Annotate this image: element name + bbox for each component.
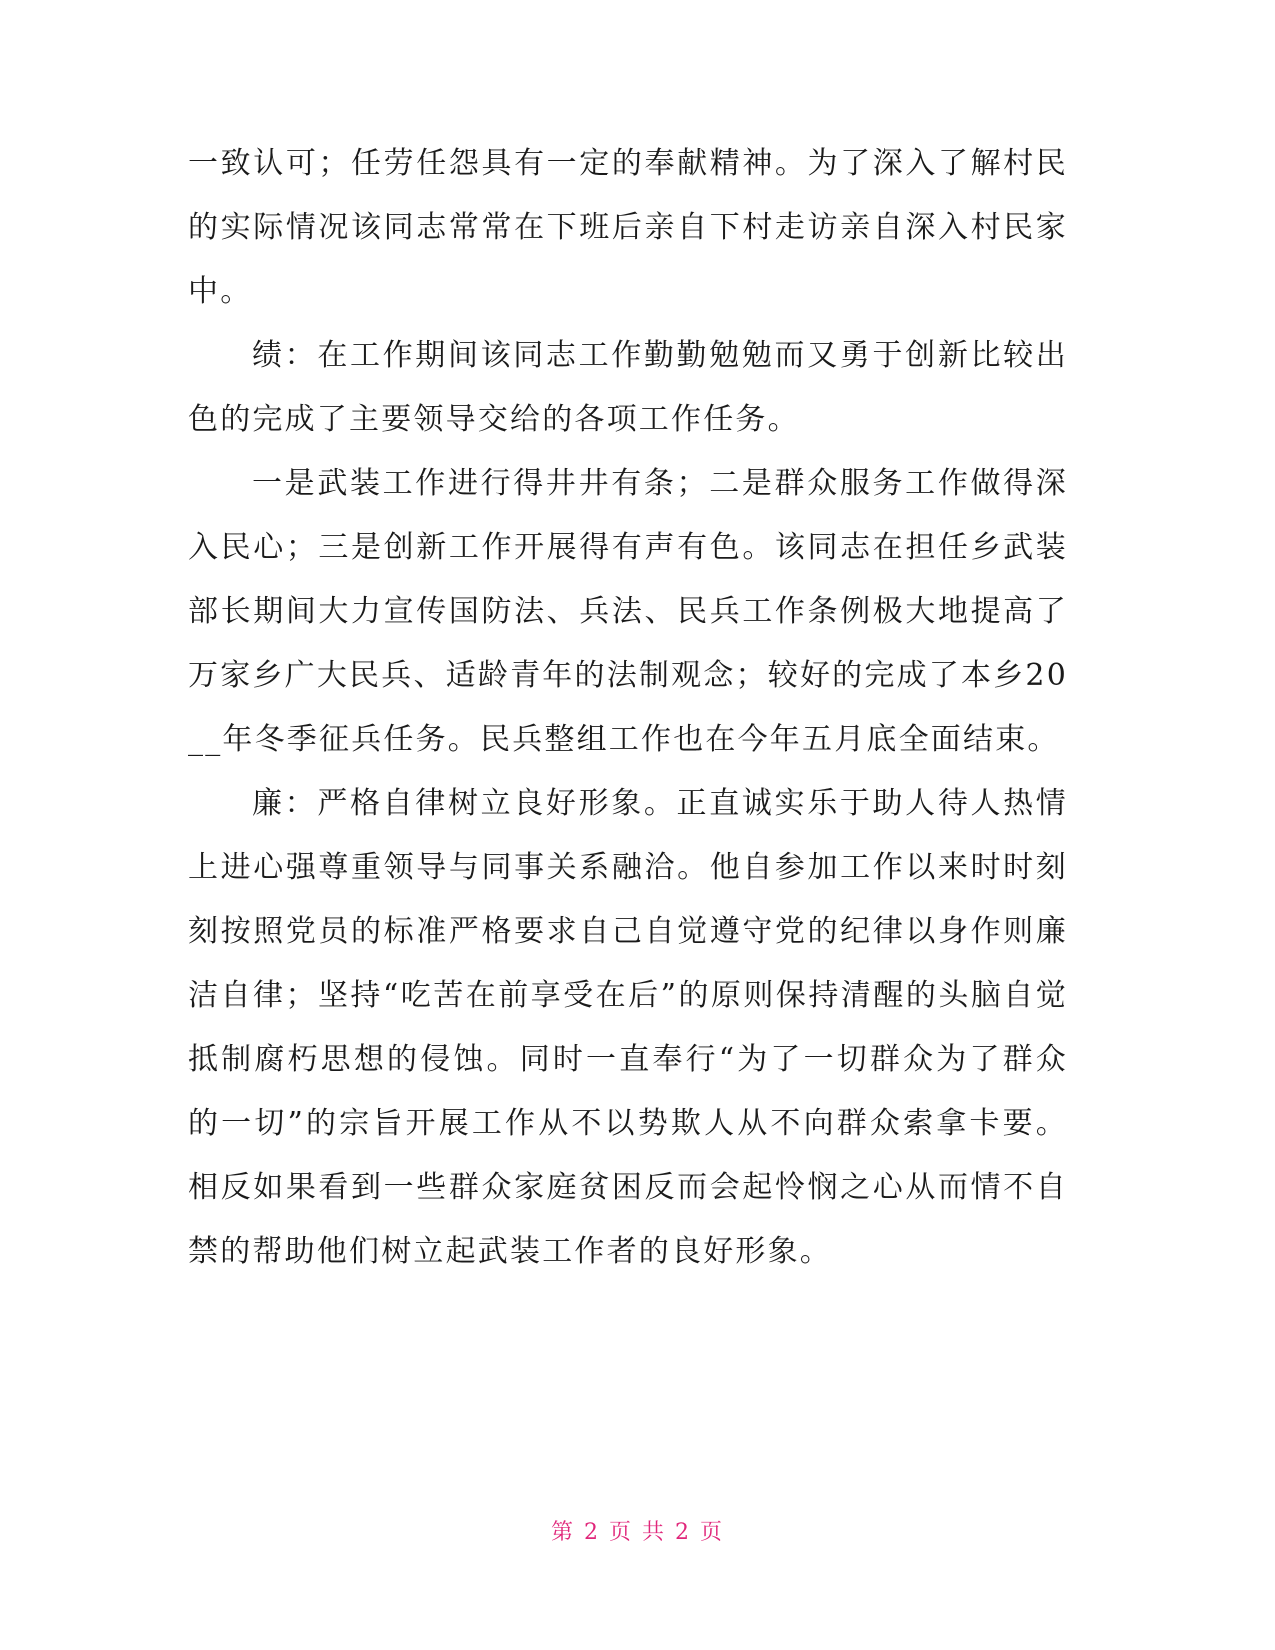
page-number-label: 第 2 页 共 2 页 [551,1520,724,1545]
paragraph-integrity: 廉：严格自律树立良好形象。正直诚实乐于助人待人热情上进心强尊重领导与同事关系融洽。他自参加工作以来时时刻刻按照党员的标准严格要求自己自觉遵守党的纪律以身作则廉洁自律；坚持“吃苦在前享受在后”的原则保持清醒的头脑自觉抵制腐朽思想的侵蚀。同时一直奉行“为了一切群众为了群众的一切”的宗旨开展工作从不以势欺人从不向群众索拿卡要。相反如果看到一些群众家庭贫困反而会起怜悯之心从而情不自禁的帮助他们树立起武装工作者的良好形象。 [188,786,1068,1269]
document-body [188,132,1068,1284]
paragraph-achievements: 绩：在工作期间该同志工作勤勤勉勉而又勇于创新比较出色的完成了主要领导交给的各项工作任务。 [188,338,1068,437]
paragraph-work-items: 一是武装工作进行得井井有条；二是群众服务工作做得深入民心；三是创新工作开展得有声有色。该同志在担任乡武装部长期间大力宣传国防法、兵法、民兵工作条例极大地提高了万家乡广大民兵、适龄青年的法制观念；较好的完成了本乡20__年冬季征兵任务。民兵整组工作也在今年五月底全面结束。 [188,466,1068,757]
paragraph-intro-continuation: 一致认可；任劳任怨具有一定的奉献精神。为了深入了解村民的实际情况该同志常常在下班后亲自下村走访亲自深入村民家中。 [188,146,1068,309]
page-footer [0,1515,1275,1546]
